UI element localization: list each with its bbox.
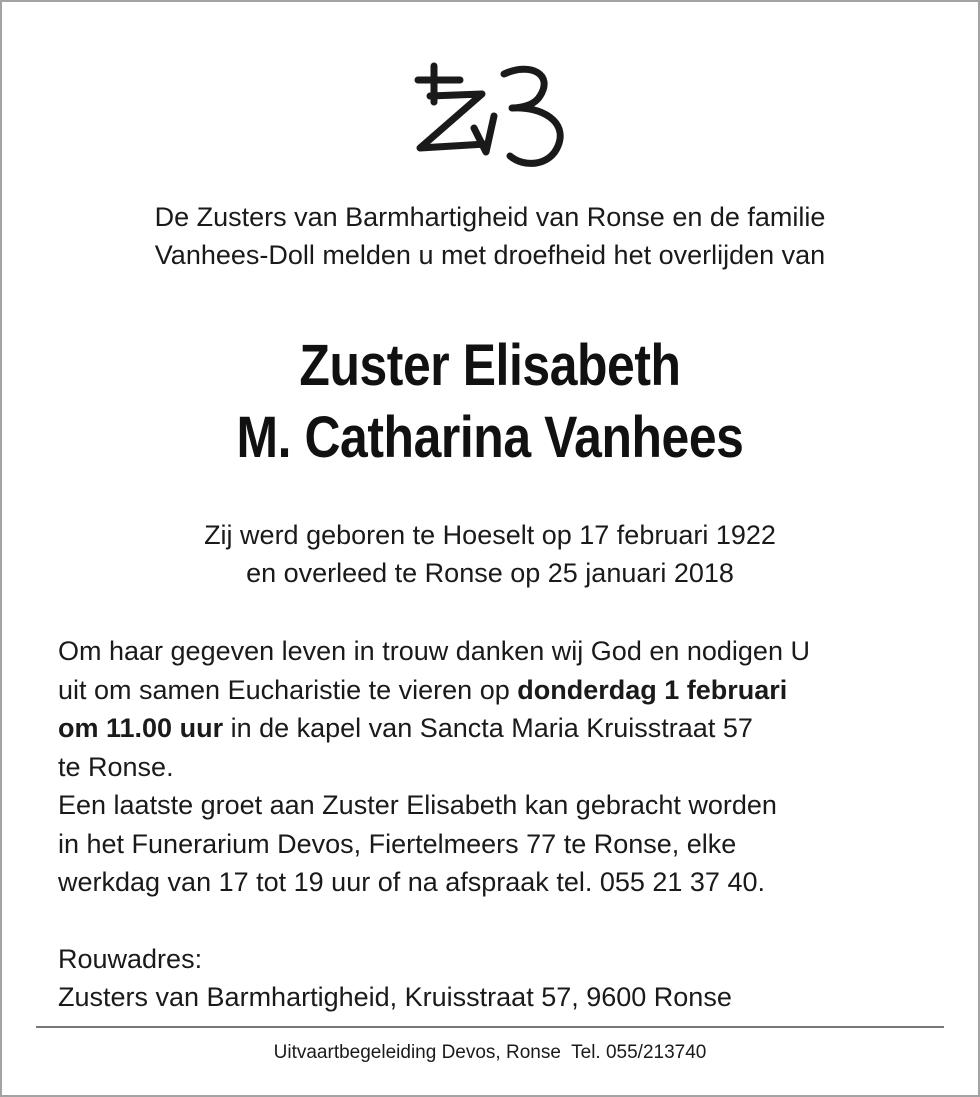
b-letter bbox=[504, 69, 560, 163]
ceremony-line-1: Om haar gegeven leven in trouw danken wij God en nodigen U bbox=[58, 636, 810, 666]
life-dates bbox=[0, 516, 980, 592]
intro-line-2: Vanhees-Doll melden u met droefheid het overlijden van bbox=[154, 240, 826, 270]
ceremony-time: om 11.00 uur bbox=[58, 713, 224, 743]
footer-divider bbox=[36, 1026, 944, 1028]
deceased-name-line-2: M. Catharina Vanhees bbox=[236, 405, 744, 470]
ceremony-line-3-text: in de kapel van Sancta Maria Kruisstraat 57 bbox=[223, 713, 753, 743]
ceremony-line-3 bbox=[58, 709, 938, 748]
deceased-name-line-1: Zuster Elisabeth bbox=[299, 333, 681, 398]
zb-monogram-logo bbox=[412, 60, 572, 178]
rouwadres-label: Rouwadres: bbox=[58, 944, 203, 974]
ceremony-line-2-text: uit om samen Eucharistie te vieren op bbox=[58, 674, 518, 705]
ceremony-line-5: Een laatste groet aan Zuster Elisabeth kan gebracht worden bbox=[58, 790, 777, 820]
rouwadres-block bbox=[58, 940, 938, 1016]
birth-line: Zij werd geboren te Hoeselt op 17 februari 1922 bbox=[204, 520, 776, 550]
ceremony-line-7: werkdag van 17 tot 19 uur of na afspraak tel. 055 21 37 40. bbox=[58, 867, 765, 897]
rouwadres-address: Zusters van Barmhartigheid, Kruisstraat 57, 9600 Ronse bbox=[58, 982, 732, 1012]
ceremony-text bbox=[58, 632, 938, 902]
intro-text bbox=[0, 198, 980, 274]
intro-line-1: De Zusters van Barmhartigheid van Ronse en de familie bbox=[154, 202, 826, 232]
ceremony-line-2 bbox=[58, 671, 938, 710]
ceremony-line-6: in het Funerarium Devos, Fiertelmeers 77 te Ronse, elke bbox=[58, 828, 737, 859]
ceremony-line-4: te Ronse. bbox=[58, 751, 174, 782]
deceased-name bbox=[69, 330, 912, 474]
death-line: en overleed te Ronse op 25 januari 2018 bbox=[246, 558, 734, 588]
footer-undertaker: Uitvaartbegeleiding Devos, Ronse Tel. 055/213740 bbox=[273, 1042, 707, 1063]
ceremony-date: donderdag 1 februari bbox=[517, 674, 788, 705]
